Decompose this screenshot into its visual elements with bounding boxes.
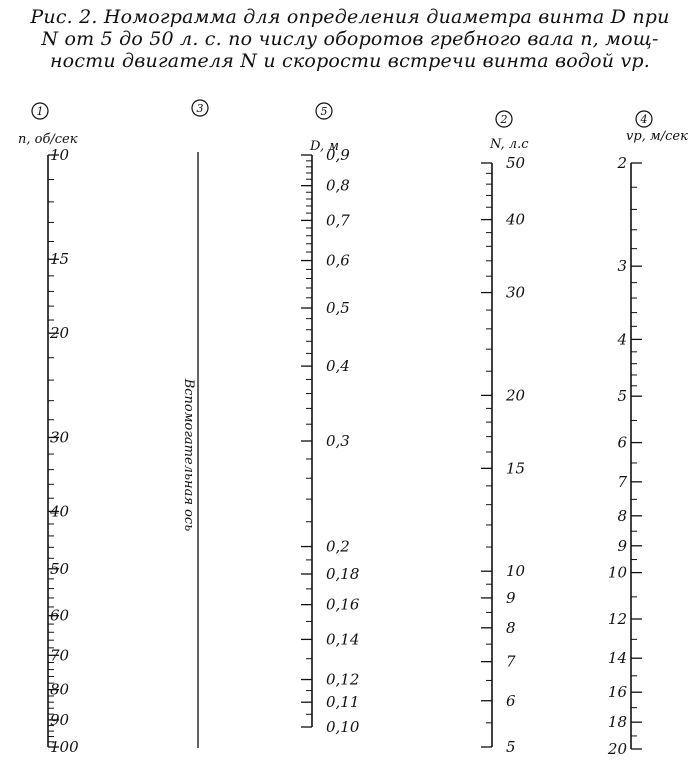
tick-label: 15 bbox=[50, 250, 70, 269]
tick-label: 5 bbox=[506, 738, 516, 756]
scale-number: 3 bbox=[196, 102, 204, 115]
scale-aux bbox=[181, 100, 208, 748]
tick-label: 15 bbox=[506, 459, 526, 478]
tick-label: 8 bbox=[506, 618, 516, 637]
scale-title: n, об/сек bbox=[18, 132, 78, 147]
tick-label: 2 bbox=[617, 154, 627, 172]
scale-number: 5 bbox=[320, 105, 328, 118]
tick-label: 0,5 bbox=[326, 299, 350, 318]
tick-label: 9 bbox=[617, 536, 627, 555]
tick-label: 4 bbox=[617, 330, 627, 349]
tick-label: 8 bbox=[617, 506, 627, 525]
tick-label: 40 bbox=[506, 210, 526, 229]
tick-label: 0,14 bbox=[326, 630, 360, 649]
tick-label: 50 bbox=[506, 154, 526, 172]
tick-label: 7 bbox=[506, 652, 516, 671]
tick-label: 60 bbox=[50, 606, 70, 625]
tick-label: 70 bbox=[50, 646, 70, 665]
tick-label: 12 bbox=[607, 609, 627, 628]
tick-label: 20 bbox=[50, 324, 70, 343]
tick-label: 0,18 bbox=[326, 564, 360, 583]
tick-label: 0,8 bbox=[326, 176, 350, 195]
tick-label: 0,10 bbox=[326, 718, 360, 736]
scale-number: 2 bbox=[500, 113, 508, 126]
tick-label: 3 bbox=[617, 257, 627, 276]
tick-label: 0,7 bbox=[326, 211, 350, 230]
scale-title: N, л.с bbox=[490, 137, 529, 152]
scale-title: D, м bbox=[310, 139, 340, 154]
tick-label: 9 bbox=[506, 588, 516, 607]
tick-label: 80 bbox=[50, 680, 70, 699]
tick-label: 0,11 bbox=[326, 693, 360, 712]
scale-D bbox=[301, 103, 360, 736]
tick-label: 30 bbox=[50, 428, 70, 447]
tick-label: 0,2 bbox=[326, 537, 350, 556]
tick-label: 0,6 bbox=[326, 251, 350, 270]
tick-label: 0,9 bbox=[326, 146, 350, 164]
tick-label: 10 bbox=[50, 146, 70, 164]
auxiliary-axis-label: Вспомогательная ось bbox=[181, 378, 196, 532]
tick-label: 20 bbox=[506, 386, 526, 405]
tick-label: 0,12 bbox=[326, 670, 360, 689]
caption-line-2: N от 5 до 50 л. с. по числу оборотов гребного вала n, мощ- bbox=[41, 28, 659, 50]
tick-label: 10 bbox=[607, 563, 627, 582]
tick-label: 5 bbox=[617, 387, 627, 406]
tick-label: 0,3 bbox=[326, 432, 350, 450]
scale-vp bbox=[607, 111, 688, 758]
tick-label: 7 bbox=[617, 472, 627, 491]
tick-label: 100 bbox=[50, 738, 79, 756]
caption-line-1: Рис. 2. Номограмма для определения диаметра винта D при bbox=[30, 6, 670, 28]
tick-label: 16 bbox=[607, 683, 627, 702]
tick-label: 20 bbox=[607, 740, 627, 758]
tick-label: 50 bbox=[50, 559, 70, 578]
tick-label: 6 bbox=[506, 691, 516, 710]
tick-label: 14 bbox=[607, 649, 627, 668]
tick-label: 0,16 bbox=[326, 595, 360, 614]
scale-N bbox=[481, 111, 529, 756]
tick-label: 0,4 bbox=[326, 357, 350, 376]
tick-label: 90 bbox=[50, 710, 70, 729]
scale-number: 4 bbox=[640, 113, 648, 126]
scale-number: 1 bbox=[36, 105, 44, 118]
scale-title: vр, м/сек bbox=[626, 129, 688, 144]
tick-label: 10 bbox=[506, 562, 526, 581]
scale-n bbox=[18, 103, 79, 756]
caption-line-3: ности двигателя N и скорости встречи винта водой vp. bbox=[49, 50, 651, 72]
tick-label: 18 bbox=[607, 713, 627, 732]
tick-label: 30 bbox=[506, 283, 526, 302]
tick-label: 6 bbox=[617, 433, 627, 452]
tick-label: 40 bbox=[50, 502, 70, 521]
